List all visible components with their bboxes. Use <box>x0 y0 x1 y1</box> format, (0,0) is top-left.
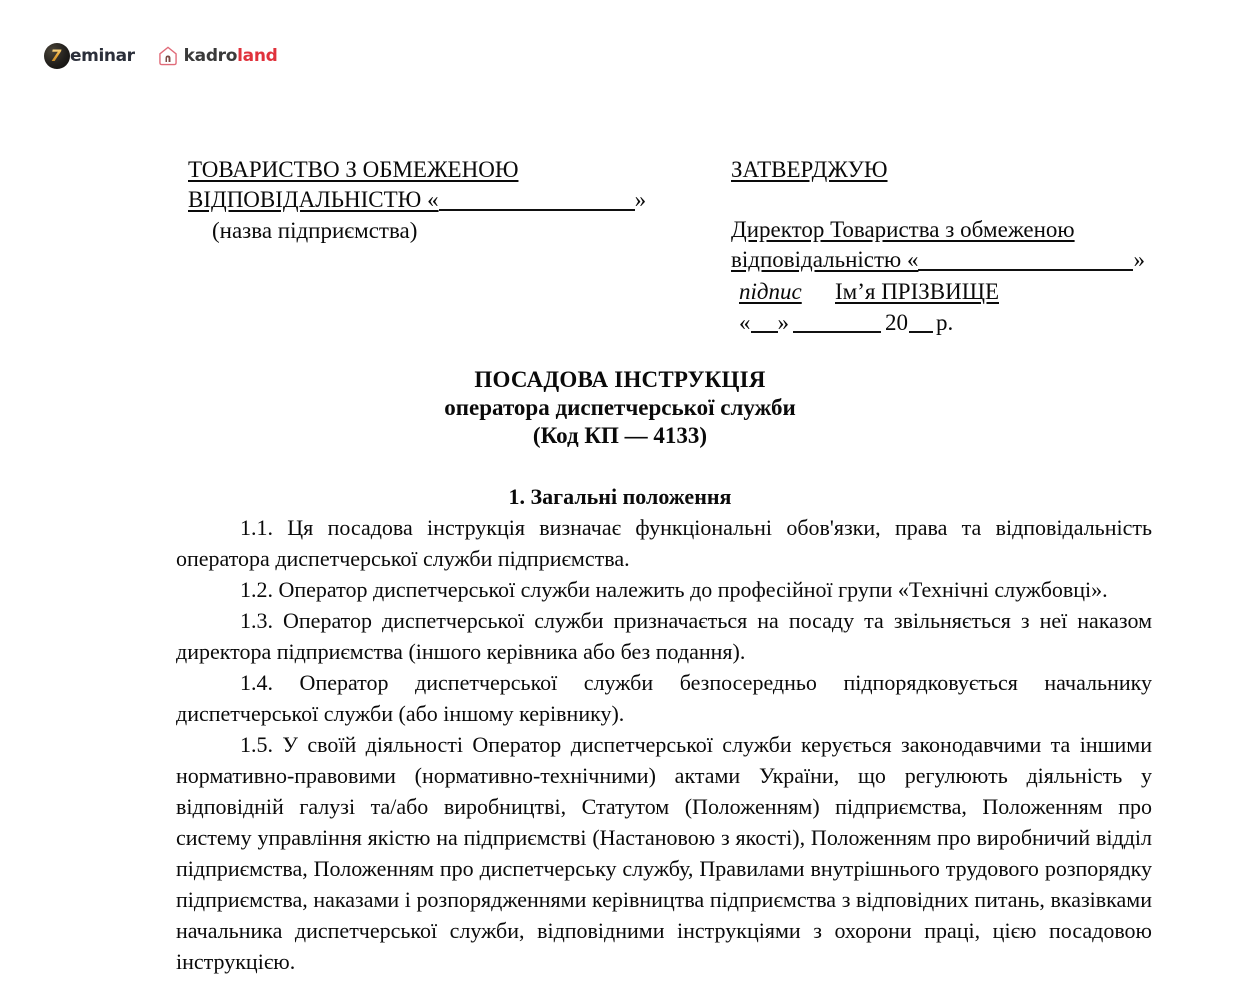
section-body <box>176 512 1152 977</box>
organization-name-blank[interactable] <box>439 188 635 211</box>
signature-label: підпис <box>739 279 802 304</box>
date-year-blank[interactable] <box>909 315 933 333</box>
header-left-column <box>188 155 668 246</box>
kadroland-word-dark: kadro <box>183 46 238 66</box>
approval-label: ЗАТВЕРДЖУЮ <box>731 157 888 182</box>
paragraph-1-3: 1.3. Оператор диспетчерської служби призначається на посаду та звільняється з неї наказом директора підприємства (іншого керівника або без подання). <box>176 608 1152 664</box>
organization-name-line1: ТОВАРИСТВО З ОБМЕЖЕНОЮ <box>188 157 519 182</box>
organization-block <box>188 155 668 246</box>
date-year-prefix: 20 <box>885 310 908 335</box>
date-month-blank[interactable] <box>793 315 881 333</box>
document-title-line3: (Код КП — 4133) <box>532 423 708 448</box>
paragraph-1-2: 1.2. Оператор диспетчерської служби належить до професійної групи «Технічні службовці». <box>240 577 1108 602</box>
date-quote-close: » <box>777 310 789 335</box>
date-year-suffix: р. <box>936 310 954 335</box>
paragraph-1-5: 1.5. У своїй діяльності Оператор диспетчерської служби керується законодавчими та іншими нормативно-правовими (нормативно-технічними) актами України, що регулюють діяльність у відповідній галузі та/або виробництві, Статутом (Положенням) підприємства, Положенням про систему управління якістю на підприємстві (Настановою з якості), Положенням про виробничий відділ підприємства, Положенням про диспетчерську службу, Правилами внутрішнього трудового розпорядку підприємства, наказами і розпорядженнями керівництва підприємства з відповідних питань, вказівками начальника диспетчерської служби, відповідними інструкціями з охорони праці, цією посадовою інструкцією. <box>176 732 1152 974</box>
organization-name-line2-suffix: » <box>634 187 647 212</box>
director-line1: Директор Товариства з обмеженою <box>731 217 1075 242</box>
director-line2-prefix: відповідальністю « <box>731 247 919 272</box>
date-row <box>731 308 1151 338</box>
document-title-line2: оператора диспетчерської служби <box>444 395 796 420</box>
zeminar-mark-glyph: 7 <box>50 46 62 65</box>
director-name-label: Ім’я ПРІЗВИЩЕ <box>835 279 999 304</box>
document-header <box>0 155 1240 335</box>
date-quote-open: « <box>739 310 751 335</box>
section-heading: 1. Загальні положення <box>508 484 732 509</box>
signature-row <box>731 277 1151 307</box>
organization-name-line2 <box>188 187 646 212</box>
zeminar-wordmark: eminar <box>70 46 135 66</box>
kadroland-word-accent: land <box>237 46 278 66</box>
paragraph-1-4: 1.4. Оператор диспетчерської служби безпосередньо підпорядковується начальнику диспетчерської служби (або іншому керівнику). <box>176 670 1152 726</box>
director-block <box>731 215 1151 275</box>
date-day-blank[interactable] <box>751 315 778 333</box>
organization-name-line2-prefix: ВІДПОВІДАЛЬНІСТЮ « <box>188 187 439 212</box>
paragraph-1-1: 1.1. Ця посадова інструкція визначає функціональні обов'язки, права та відповідальність оператора диспетчерської служби підприємства. <box>176 515 1152 571</box>
document-title <box>0 366 1240 450</box>
director-line2 <box>731 247 1145 272</box>
document-title-line1: ПОСАДОВА ІНСТРУКЦІЯ <box>474 367 766 392</box>
header-right-column <box>731 155 1151 338</box>
organization-name-caption: (назва підприємства) <box>212 218 418 243</box>
director-line2-suffix: » <box>1133 247 1145 272</box>
director-company-blank[interactable] <box>918 248 1133 271</box>
